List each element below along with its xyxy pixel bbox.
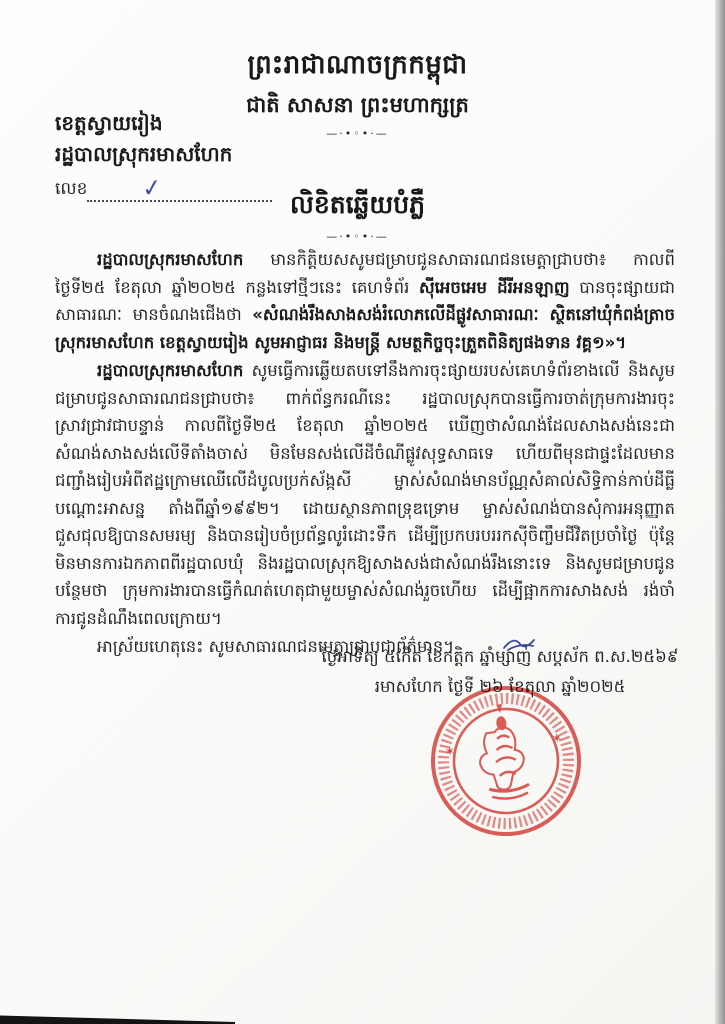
paragraph-1: រដ្ឋបាលស្រុករមាសហែក មានកិត្តិយសសូមជម្រាបជូនសាធារណជនមេត្តាជ្រាបថា៖ កាលពីថ្ងៃទី២៥ ខែតុលា ឆ្នាំ២០២៥ កន្លងទៅថ្មីៗនេះ គេហទំព័រ ស៊ីអេចអេម ដីរីអនឡាញ បានចុះផ្សាយជាសាធារណៈ មានចំណងជើងថា «សំណង់រឹងសាងសង់រំលោភលើដីផ្លូវសាធារណៈ ស្ថិតនៅឃុំកំពង់ត្រាច ស្រុករមាសហែក ខេត្តស្វាយរៀង សូមអាជ្ញាធរ និងមន្ត្រី សមត្ថកិច្ចចុះត្រួតពិនិត្យផងទាន វគ្គ១»។	[55, 250, 675, 352]
kingdom-motto-line2: ជាតិ សាសនា ព្រះមហាក្សត្រ	[246, 93, 469, 117]
administration-name: រដ្ឋបាលស្រុករមាសហែក	[55, 142, 233, 166]
letter-body	[55, 246, 675, 662]
paragraph-2: រដ្ឋបាលស្រុករមាសហែក សូមធ្វើការឆ្លើយតបទៅនឹងការចុះផ្សាយរបស់គេហទំព័រខាងលើ និងសូមជម្រាបជូនសាធារណជនជ្រាបថា៖ ពាក់ព័ន្ធករណីនេះ រដ្ឋបាលស្រុកបានធ្វើការចាត់ក្រុមការងារចុះស្រាវជ្រាវជាបន្ទាន់ កាលពីថ្ងៃទី២៥ ខែតុលា ឆ្នាំ២០២៥ ឃើញថាសំណង់ដែលសាងសង់នេះជាសំណង់សាងសង់លើទីតាំងចាស់ មិនមែនសង់លើដីចំណីផ្លូវសុទ្ធសាធទេ ហើយពីមុនជាផ្ទះដែលមានជញ្ជាំងរៀបអំពីឥដ្ឋក្រោមឈើលើដំបូលប្រក់ស័ង្កសី ម្ចាស់សំណង់មានប័ណ្ណសំគាល់សិទ្ធិកាន់កាប់ដីធ្លីបណ្ដោះអាសន្ន តាំងពីឆ្នាំ១៩៩២។ ដោយស្ថានភាពទ្រុឌទ្រោម ម្ចាស់សំណង់បានសុំការអនុញ្ញាតជួសជុលឱ្យបានសមរម្យ និងបានរៀបចំប្រព័ន្ធលូរំដោះទឹក ដើម្បីប្រកបរបររកស៊ីចិញ្ចឹមជីវិតប្រចាំថ្ងៃ ប៉ុន្តែមិនមានការឯកភាពពីរដ្ឋបាលឃុំ និងរដ្ឋបាលស្រុកឱ្យសាងសង់ជាសំណង់រឹងនោះទេ និងសូមជម្រាបជូនបន្ថែមថា ក្រុមការងារបានធ្វើកំណត់ហេតុជាមួយម្ចាស់សំណង់រួចហើយ ដើម្បីផ្អាកការសាងសង់ រង់ចាំការជូនដំណឹងពេលក្រោយ។	[55, 361, 675, 628]
ornament-divider-icon: —·•◦•·—	[326, 127, 389, 140]
number-label: លេខ	[55, 179, 88, 199]
lunar-date-line: ថ្ងៃអាទិត្យ ៥កើត ខែកត្តិក ឆ្នាំម្សាញ់ សប្តស័ក ព.ស.២៥៦៩	[321, 647, 679, 666]
gregorian-date-line: រមាសហែក ថ្ងៃទី ២៦ ខែតុលា ឆ្នាំ២០២៥	[374, 677, 626, 696]
kingdom-motto-line1: ព្រះរាជាណាចក្រកម្ពុជា	[247, 50, 468, 80]
closing-text: អាស្រ័យហេតុនេះ សូមសាធារណជនមេត្តាជ្រាបជាព័ត៌មាន។	[97, 637, 455, 656]
seal-star-right-icon: ✶	[550, 730, 564, 748]
blue-checkmark-icon: ✓	[140, 173, 165, 204]
province-name: ខេត្តស្វាយរៀង	[55, 111, 163, 135]
document-title: លិខិតឆ្លើយបំភ្លឺ	[290, 190, 425, 219]
document-title-block	[0, 190, 715, 243]
scan-edge-shadow	[715, 0, 725, 1024]
letterhead	[55, 108, 272, 202]
ornament-divider-icon: —·•◦•·—	[326, 230, 389, 243]
seal-star-left-icon: ✶	[443, 744, 457, 761]
official-red-seal-stamp	[419, 674, 593, 848]
scan-edge-artifact	[0, 1014, 235, 1024]
